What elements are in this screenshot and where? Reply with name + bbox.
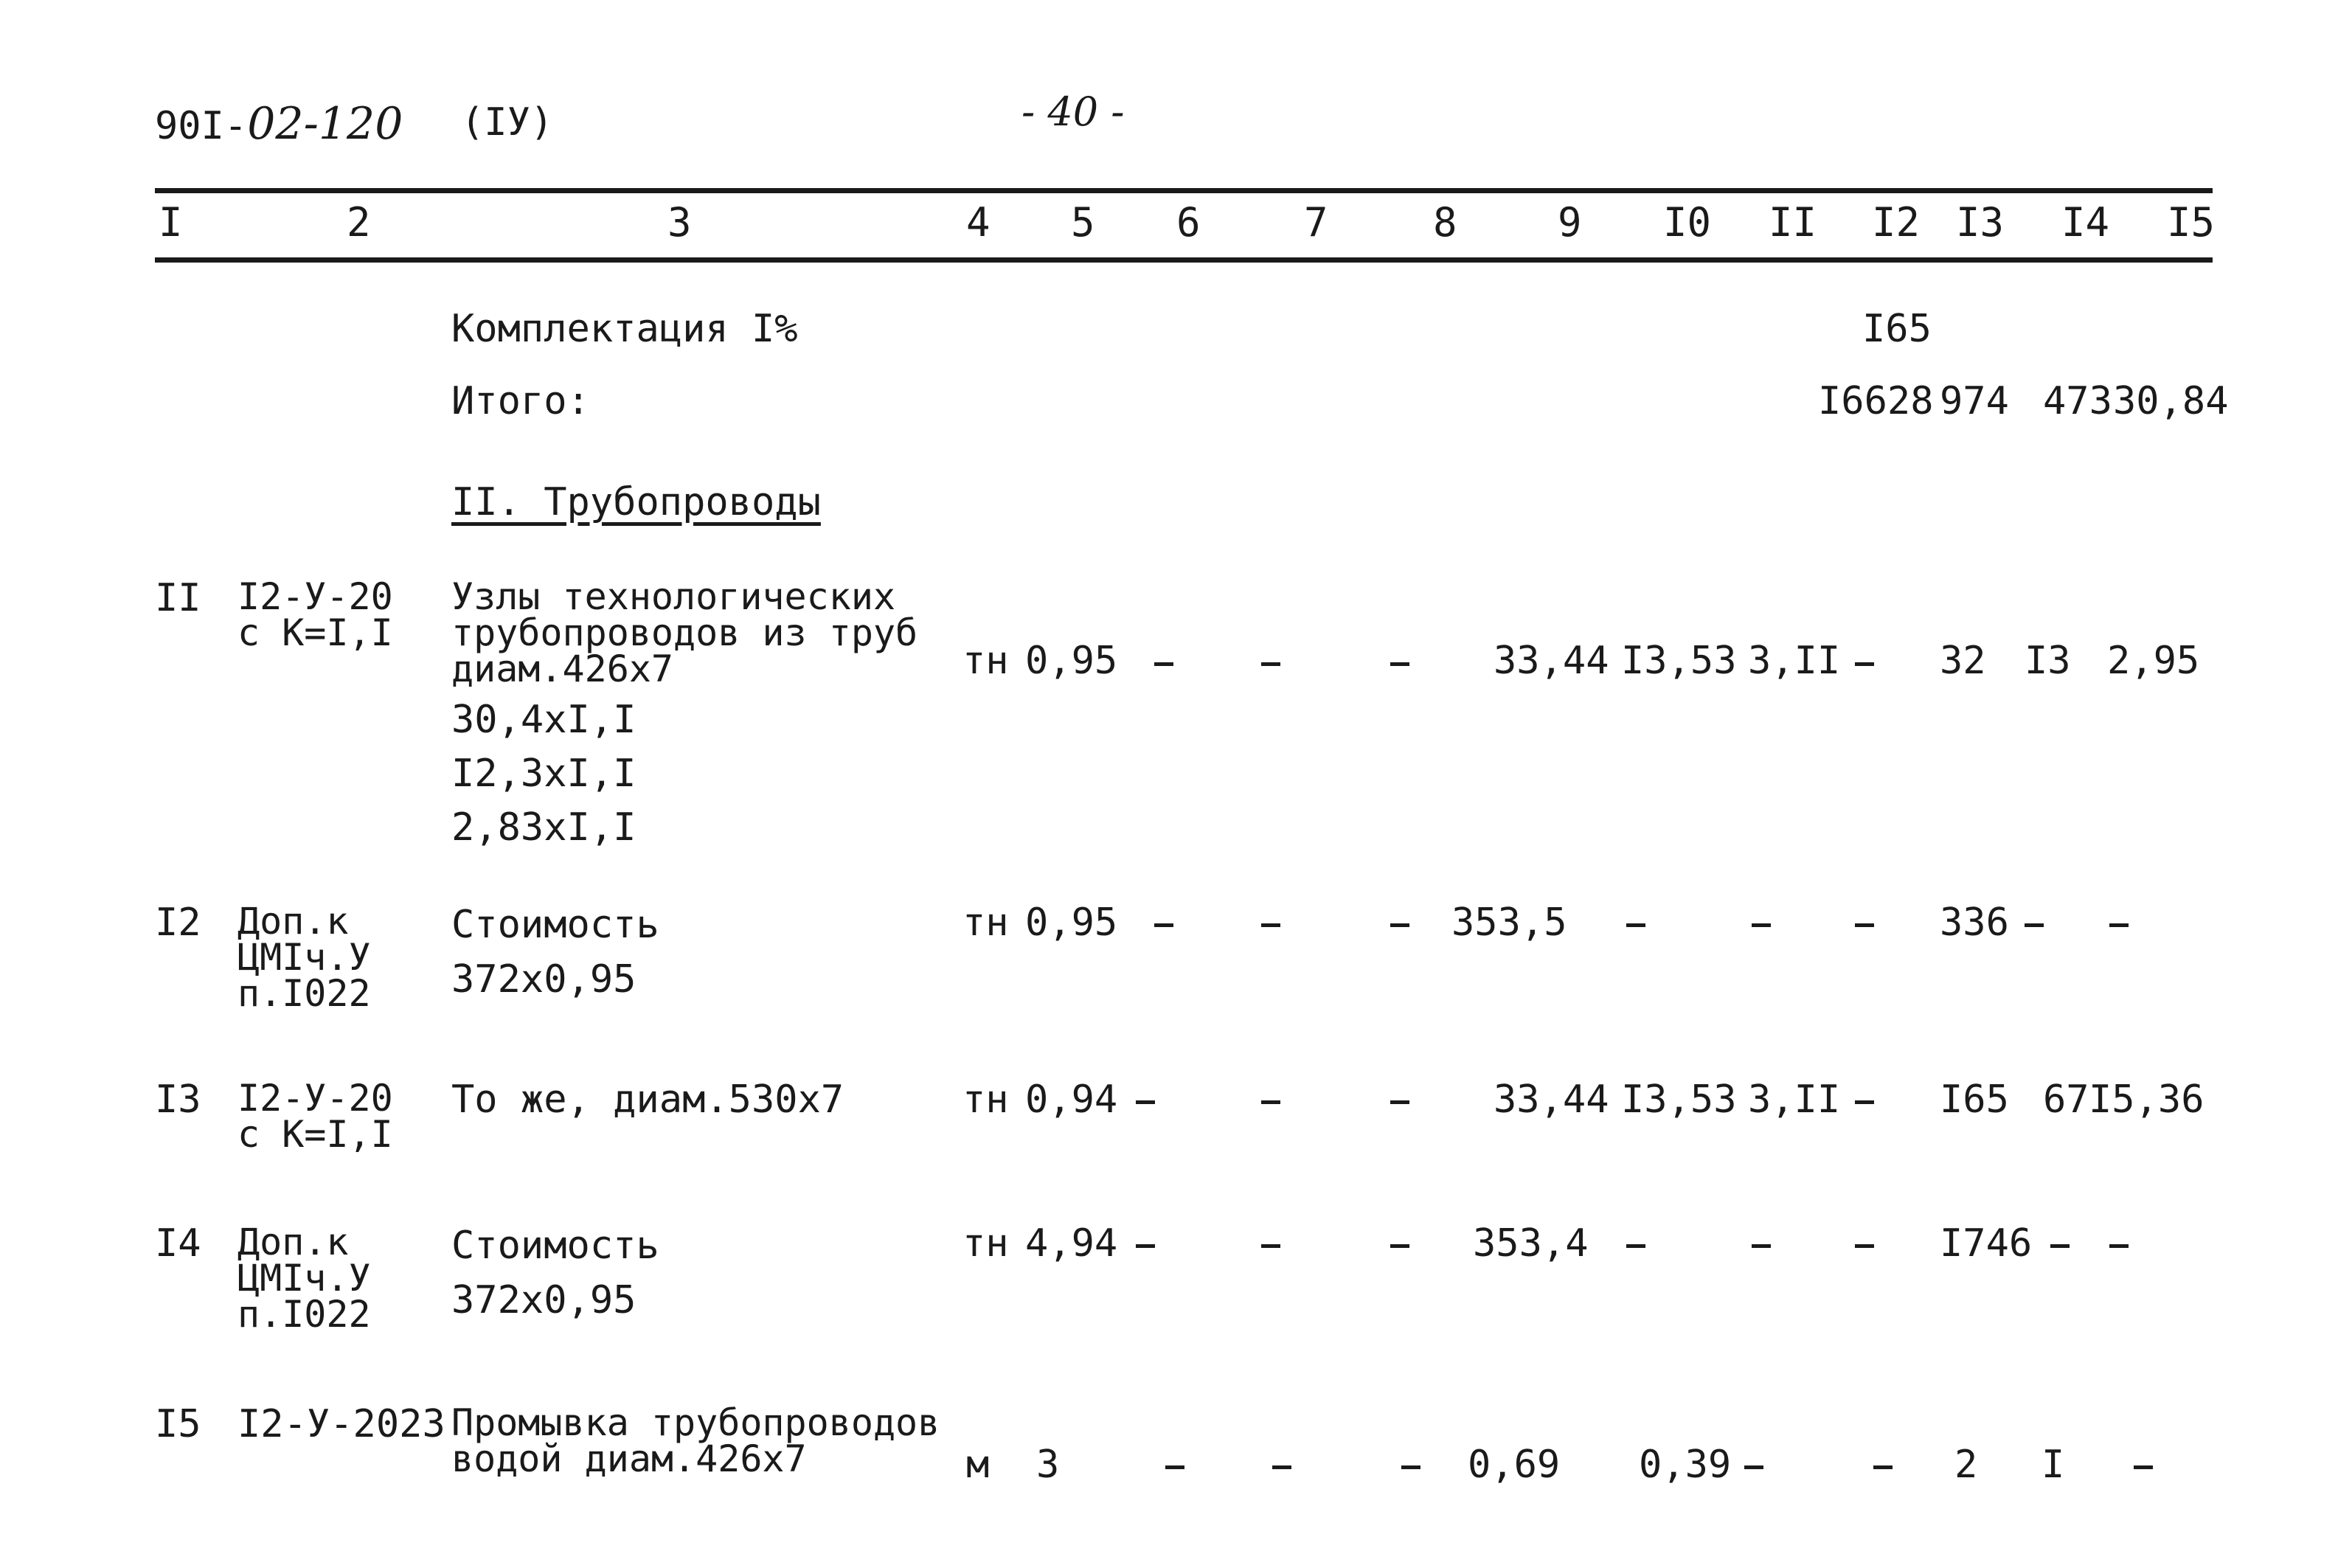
row-description: Стоимость <box>451 1224 659 1268</box>
header-top-rule <box>155 188 2213 193</box>
row-value-col14: I3 <box>2025 639 2071 683</box>
section-title: II. Трубопроводы <box>451 480 821 524</box>
empty-dash <box>2109 923 2129 927</box>
row-value-col13: 32 <box>1940 639 1986 683</box>
row-description: Стоимость <box>451 903 659 947</box>
column-header: 5 <box>1071 199 1095 246</box>
row-value-col14: 67 <box>2043 1078 2089 1122</box>
empty-dash <box>1154 923 1173 927</box>
row-description: Узлы технологических трубопроводов из труб диам.426х7 <box>451 575 918 690</box>
empty-dash <box>1165 1465 1184 1469</box>
empty-dash <box>1401 1465 1420 1469</box>
row-number: I3 <box>155 1078 201 1122</box>
row-value-col11: 3,II <box>1748 1078 1841 1122</box>
empty-dash <box>1390 1244 1409 1248</box>
row-value-col8: 0,69 <box>1468 1443 1561 1487</box>
row-unit: тн <box>962 1078 1009 1122</box>
empty-dash <box>1390 923 1409 927</box>
empty-dash <box>1261 1100 1280 1104</box>
row-value-col8: 353,5 <box>1451 901 1567 945</box>
empty-dash <box>1261 923 1280 927</box>
total-value: 473 <box>2043 379 2112 423</box>
column-header: 4 <box>966 199 991 246</box>
row-quantity: 0,95 <box>1025 639 1118 683</box>
empty-dash <box>1261 662 1280 666</box>
row-quantity: 4,94 <box>1025 1221 1118 1266</box>
column-header: II <box>1769 199 1817 246</box>
doc-volume: (IУ) <box>461 100 554 145</box>
kit-value: I65 <box>1862 307 1932 351</box>
total-value: I6628 <box>1818 379 1934 423</box>
row-code: I2-У-20 с К=I,I <box>237 1077 393 1156</box>
row-number: I4 <box>155 1221 201 1266</box>
doc-number-handwritten: 02-120 <box>247 98 403 150</box>
row-code: I2-У-20 с К=I,I <box>237 575 393 654</box>
empty-dash <box>2025 923 2044 927</box>
row-calculation: 30,4хI,I I2,3хI,I 2,83хI,I <box>451 698 636 850</box>
empty-dash <box>1154 662 1173 666</box>
row-unit: тн <box>962 1221 1009 1266</box>
page-number: - 40 - <box>1021 89 1125 135</box>
row-unit: тн <box>962 901 1009 945</box>
empty-dash <box>1752 1244 1771 1248</box>
row-code: Доп.к ЦМIч.У п.I022 <box>237 900 371 1015</box>
empty-dash <box>2109 1244 2129 1248</box>
empty-dash <box>1855 662 1874 666</box>
row-number: I2 <box>155 901 201 945</box>
row-value-col15: 2,95 <box>2107 639 2200 683</box>
row-value-col13: 2 <box>1954 1443 1978 1487</box>
row-value-col11: 3,II <box>1748 639 1841 683</box>
row-value-col13: I746 <box>1940 1221 2033 1266</box>
header-bottom-rule <box>155 257 2213 263</box>
empty-dash <box>1261 1244 1280 1248</box>
row-calculation: 372х0,95 <box>451 1278 636 1322</box>
row-number: II <box>155 576 201 620</box>
column-header: 9 <box>1558 199 1582 246</box>
row-value-col15: I5,36 <box>2089 1078 2204 1122</box>
empty-dash <box>1390 1100 1409 1104</box>
empty-dash <box>1626 923 1645 927</box>
column-header: I3 <box>1956 199 2005 246</box>
total-value: 30,84 <box>2113 379 2229 423</box>
row-calculation: 372х0,95 <box>451 957 636 1002</box>
row-value-col14: I <box>2041 1443 2065 1487</box>
empty-dash <box>1855 1100 1874 1104</box>
empty-dash <box>1855 923 1874 927</box>
empty-dash <box>1136 1244 1155 1248</box>
row-value-col10: I3,53 <box>1621 1078 1737 1122</box>
row-description: То же, диам.530х7 <box>451 1078 844 1122</box>
row-value-col13: 336 <box>1940 901 2009 945</box>
row-code: I2-У-2023 <box>237 1402 445 1446</box>
row-value-col10: 0,39 <box>1639 1443 1732 1487</box>
total-value: 974 <box>1940 379 2009 423</box>
column-header: 7 <box>1304 199 1328 246</box>
empty-dash <box>2134 1465 2153 1469</box>
row-unit: м <box>966 1443 990 1487</box>
row-value-col8: 353,4 <box>1473 1221 1589 1266</box>
row-value-col9: 33,44 <box>1494 639 1609 683</box>
column-header: I5 <box>2167 199 2216 246</box>
row-value-col10: I3,53 <box>1621 639 1737 683</box>
row-number: I5 <box>155 1402 201 1446</box>
empty-dash <box>1272 1465 1291 1469</box>
row-quantity: 0,94 <box>1025 1078 1118 1122</box>
empty-dash <box>1752 923 1771 927</box>
column-header: I2 <box>1872 199 1921 246</box>
doc-number-printed: 90I- <box>155 104 248 148</box>
row-value-col9: 33,44 <box>1494 1078 1609 1122</box>
row-value-col13: I65 <box>1940 1078 2009 1122</box>
empty-dash <box>1873 1465 1893 1469</box>
column-header: I0 <box>1663 199 1712 246</box>
column-header: I4 <box>2061 199 2110 246</box>
kit-label: Комплектация I% <box>451 307 798 351</box>
row-description: Промывка трубопроводов водой диам.426х7 <box>451 1401 940 1480</box>
column-header: 2 <box>347 199 371 246</box>
empty-dash <box>1626 1244 1645 1248</box>
empty-dash <box>1744 1465 1763 1469</box>
empty-dash <box>1136 1100 1155 1104</box>
row-quantity: 3 <box>1036 1443 1060 1487</box>
doc-number <box>155 98 403 150</box>
row-unit: тн <box>962 639 1009 683</box>
total-label: Итого: <box>451 379 590 423</box>
column-header: 6 <box>1176 199 1201 246</box>
column-header: 3 <box>667 199 692 246</box>
empty-dash <box>1855 1244 1874 1248</box>
column-header: I <box>159 199 183 246</box>
row-quantity: 0,95 <box>1025 901 1118 945</box>
row-code: Доп.к ЦМIч.У п.I022 <box>237 1221 371 1336</box>
column-header: 8 <box>1433 199 1457 246</box>
empty-dash <box>2050 1244 2070 1248</box>
empty-dash <box>1390 662 1409 666</box>
